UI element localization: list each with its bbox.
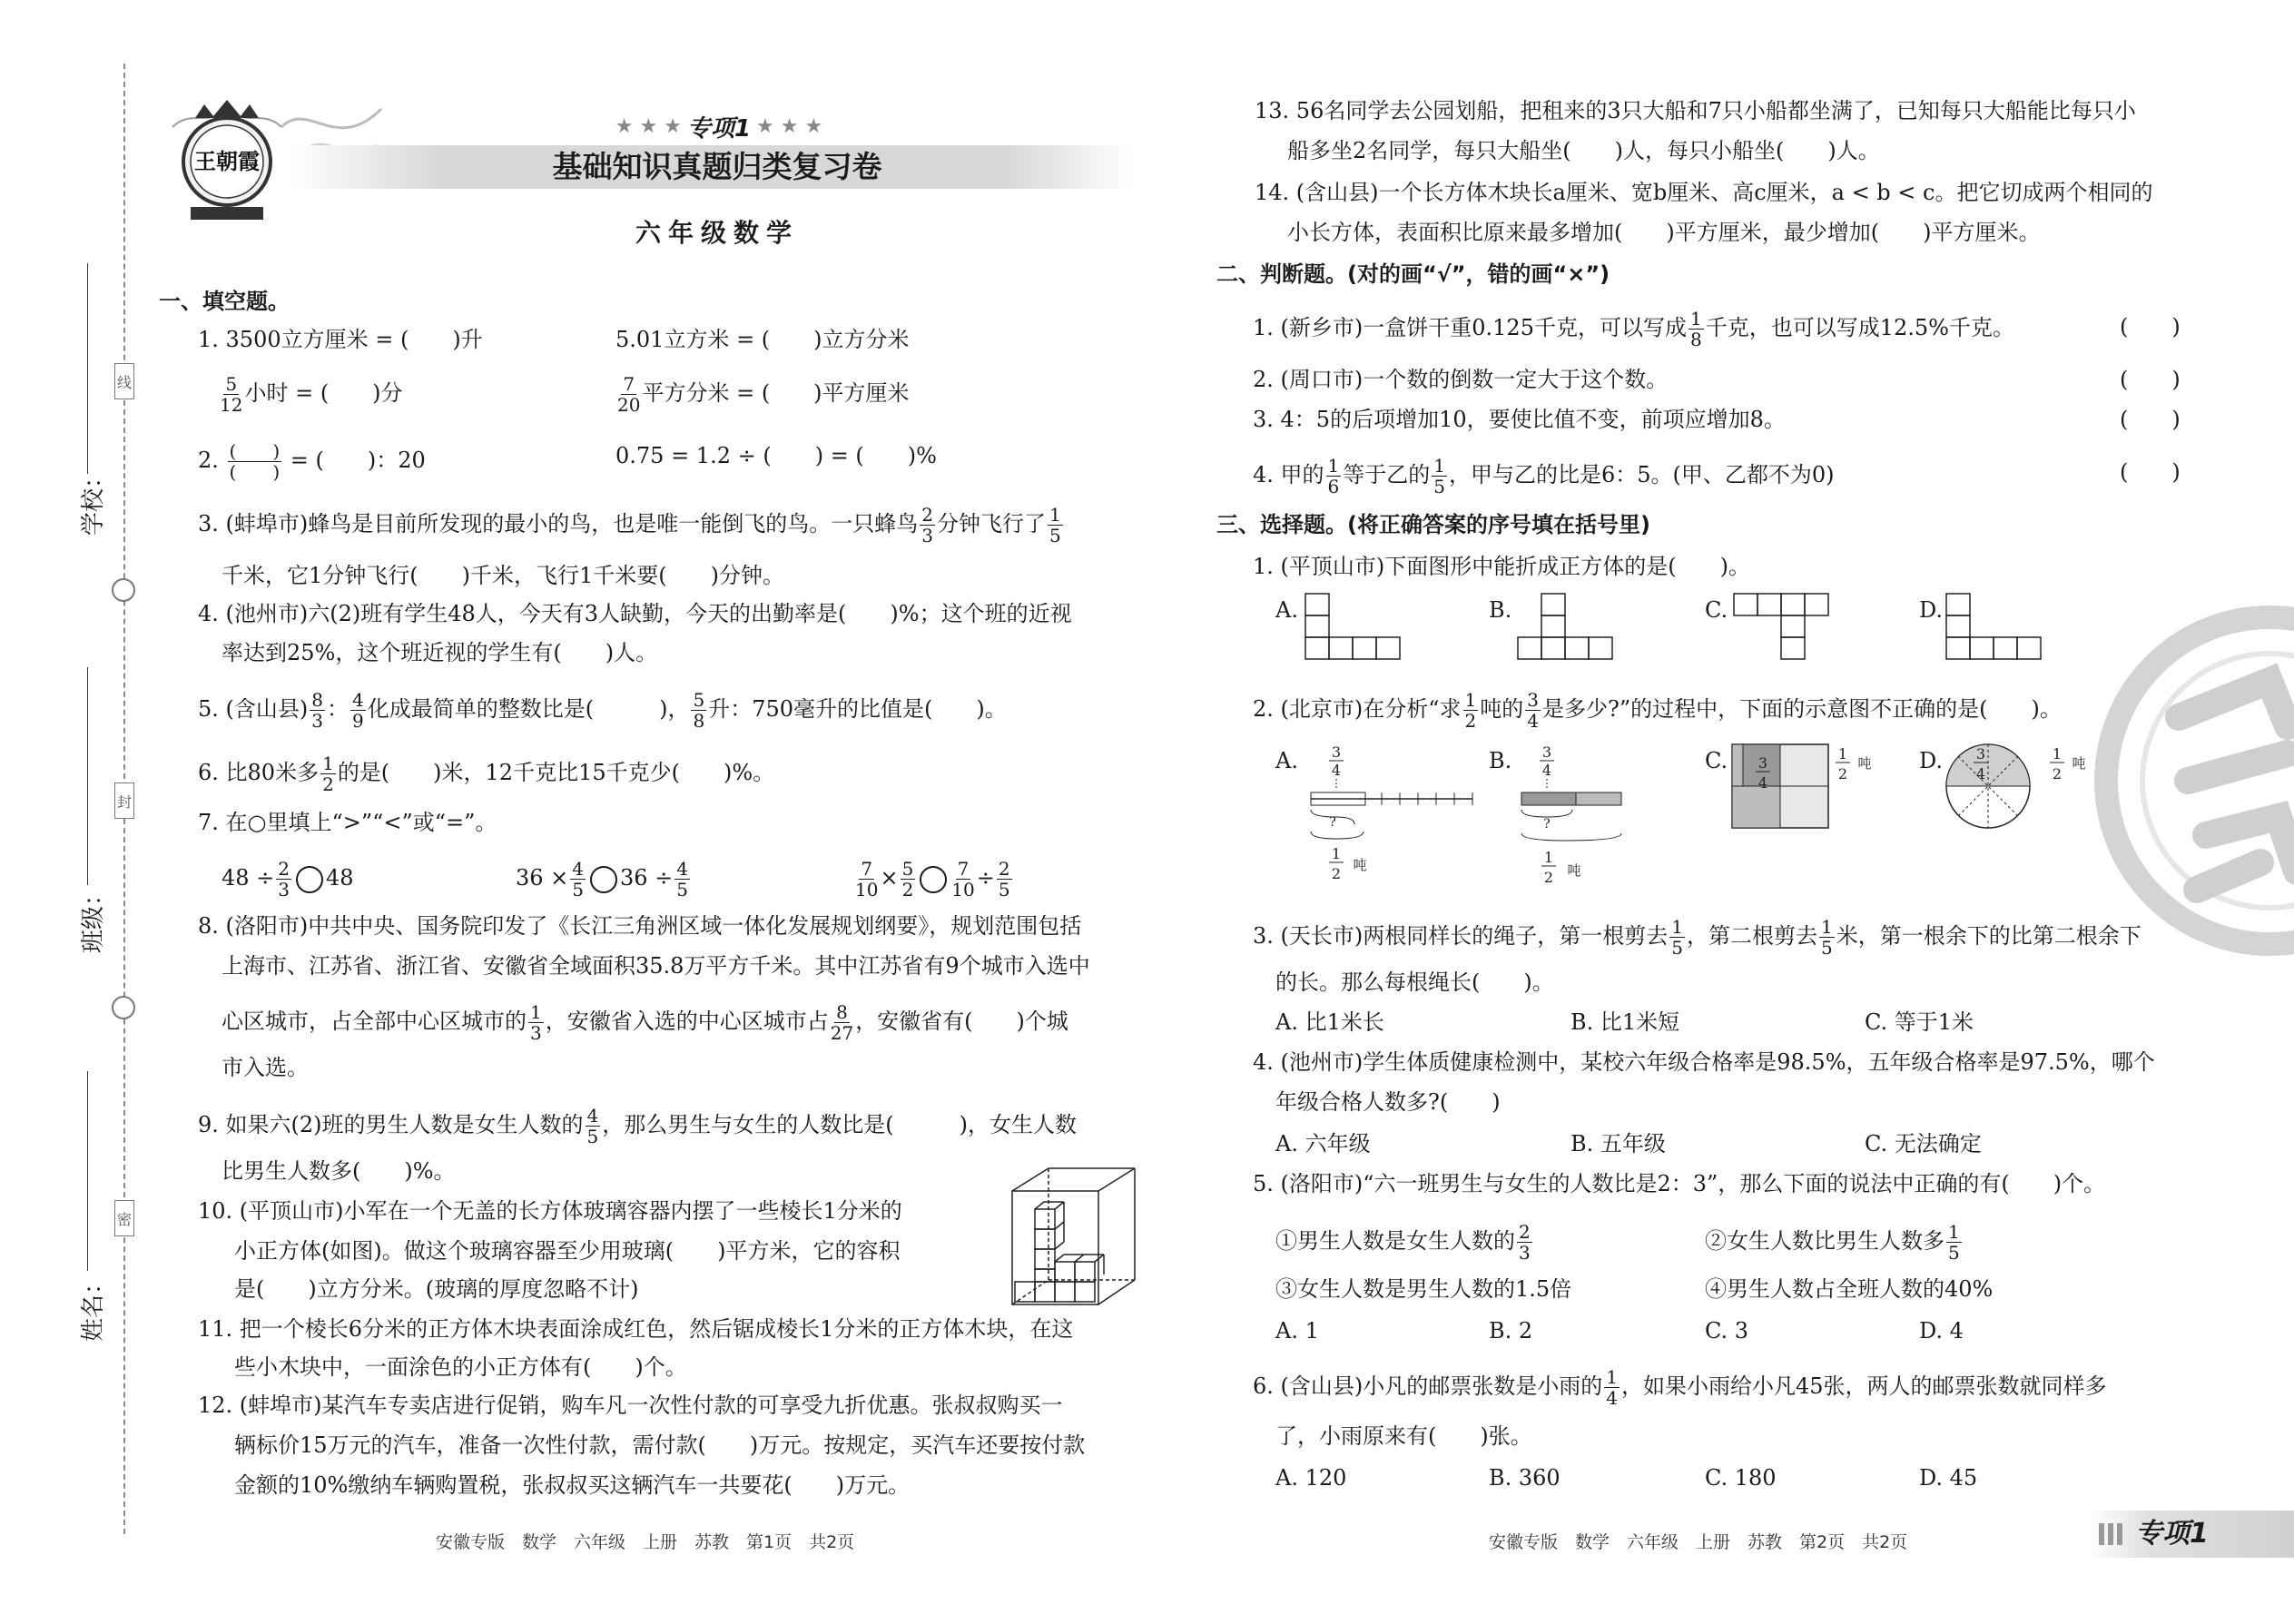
- c3-opt-b[interactable]: B. 比1米短: [1570, 1009, 1680, 1035]
- svg-text:1: 1: [1837, 745, 1848, 763]
- j3: 3. 4：5的后项增加10，要使比值不变，前项应增加8。: [1253, 407, 1786, 432]
- svg-text:2: 2: [1543, 869, 1554, 886]
- c4-line1: 4. (池州市)学生体质健康检测中，某校六年级合格率是98.5%，五年级合格率是97.5%，哪个: [1253, 1049, 2155, 1075]
- class-field-line[interactable]: [87, 667, 88, 885]
- q1-a: 1. 3500立方厘米 = ( )升: [198, 327, 483, 352]
- c5-opt-b[interactable]: B. 2: [1489, 1318, 1533, 1343]
- net-figure-d: [1944, 592, 2063, 661]
- q8-line4: 市入选。: [222, 1055, 309, 1080]
- net-figure-c: [1732, 592, 1850, 661]
- bar-diagram-b: [1512, 743, 1630, 897]
- q12-line1: 12. (蚌埠市)某汽车专卖店进行促销，购车凡一次性付款的可享受九折优惠。张叔叔购买一: [198, 1393, 1063, 1418]
- corner-label: 专项1: [2135, 1518, 2209, 1550]
- c5-stmt4: ④男生人数占全班人数的40%: [1705, 1276, 1994, 1302]
- name-field-line[interactable]: [87, 1071, 88, 1271]
- right-footer: 安徽专版 数学 六年级 上册 苏教 第2页 共2页: [1489, 1532, 1908, 1552]
- name-label: 姓名：: [80, 1270, 107, 1342]
- left-footer: 安徽专版 数学 六年级 上册 苏教 第1页 共2页: [436, 1532, 855, 1552]
- c6-opt-b[interactable]: B. 360: [1489, 1465, 1561, 1491]
- q7-b: 36 × $\frac{4}{5}$ 36 ÷ $\frac{4}{5}$: [516, 858, 689, 901]
- binding-mark-secret: 密: [114, 1200, 134, 1236]
- svg-text:3: 3: [1975, 745, 1986, 763]
- svg-text:4: 4: [1975, 765, 1986, 782]
- section-fill-blank: 一、填空题。: [159, 289, 290, 314]
- net-figure-a: [1304, 592, 1422, 661]
- school-field-line[interactable]: [87, 263, 88, 474]
- j2: 2. (周口市)一个数的倒数一定大于这个数。: [1253, 367, 1669, 392]
- q11-line1: 11. 把一个棱长6分米的正方体木块表面涂成红色，然后锯成棱长1分米的正方体木块，在这: [198, 1316, 1074, 1342]
- q1c-fraction: $\frac{5}{12}$: [220, 373, 243, 416]
- svg-text:吨: 吨: [2072, 755, 2086, 772]
- q7-c: $\frac{7}{10}$ × $\frac{5}{2}$ $\frac{7}{10}$ ÷ $\frac{2}{5}$: [855, 858, 1010, 901]
- c5-opt-d[interactable]: D. 4: [1919, 1318, 1964, 1343]
- class-label: 班级：: [80, 881, 107, 953]
- svg-text:吨: 吨: [1353, 857, 1367, 873]
- c5-opt-c[interactable]: C. 3: [1705, 1318, 1749, 1343]
- c5-stmt1: ①男生人数是女生人数的 $\frac{2}{3}$: [1275, 1221, 1531, 1264]
- q2-b: 0.75 = 1.2 ÷ ( ) = ( )%: [615, 443, 937, 468]
- svg-text:4: 4: [1541, 762, 1552, 779]
- c2-opt-c[interactable]: C.: [1705, 748, 1728, 773]
- q1-d: $\frac{7}{20}$ 平方分米 = ( )平方厘米: [617, 373, 910, 416]
- binding-mark-line: 线: [114, 363, 134, 399]
- badge-row: ★ ★ ★ 专项1 ★ ★ ★: [610, 111, 828, 142]
- c1: 1. (平顶山市)下面图形中能折成正方体的是( )。: [1253, 554, 1750, 579]
- q1-b: 5.01立方米 = ( )立方分米: [615, 327, 910, 352]
- q2-blank-fraction: $\frac{( )}{( )}$: [229, 440, 281, 483]
- q9-line2: 比男生人数多( )%。: [222, 1158, 456, 1184]
- c2: 2. (北京市)在分析“求 $\frac{1}{2}$ 吨的 $\frac{3}{4}$ 是多少?”的过程中，下面的示意图不正确的是( )。: [1253, 689, 2062, 732]
- j4-answer[interactable]: ( ): [2120, 459, 2181, 485]
- c3-opt-c[interactable]: C. 等于1米: [1865, 1009, 1974, 1035]
- c4-opt-b[interactable]: B. 五年级: [1570, 1131, 1666, 1156]
- c1-opt-d[interactable]: D.: [1919, 597, 1944, 623]
- binding-smile-icon-2: [112, 996, 135, 1019]
- q6: 6. 比80米多 $\frac{1}{2}$ 的是( )米，12千克比15千克少( )%。: [198, 753, 775, 795]
- c5-stmt2: ②女生人数比男生人数多 $\frac{1}{5}$: [1705, 1221, 1960, 1264]
- svg-text:2: 2: [2052, 765, 2063, 782]
- q10-line2: 小正方体(如图)。做这个玻璃容器至少用玻璃( )平方米，它的容积: [234, 1238, 901, 1264]
- j1-answer[interactable]: ( ): [2120, 314, 2181, 340]
- c3-line1: 3. (天长市)两根同样长的绳子，第一根剪去 $\frac{1}{5}$ ，第二根剪去 $\frac{1}{5}$ 米，第一根余下的比第二根余下: [1253, 916, 2141, 959]
- svg-text:1: 1: [2052, 745, 2063, 763]
- compare-circle: [590, 866, 617, 893]
- net-figure-b: [1514, 592, 1632, 661]
- rect-diagram-c: [1730, 741, 1876, 832]
- bar-diagram-a: [1300, 743, 1482, 888]
- c2-opt-b[interactable]: B.: [1489, 748, 1512, 773]
- q9-line1: 9. 如果六(2)班的男生人数是女生人数的 $\frac{4}{5}$ ，那么男生与女生的人数比是( )，女生人数: [198, 1105, 1077, 1147]
- section-judge: 二、判断题。(对的画“√”，错的画“×”): [1216, 261, 1610, 287]
- svg-text:1: 1: [1331, 845, 1342, 862]
- svg-text:吨: 吨: [1567, 862, 1581, 879]
- q3-line2: 千米，它1分钟飞行( )千米，飞行1千米要( )分钟。: [222, 563, 784, 588]
- binding-smile-icon: [112, 578, 135, 602]
- c6-opt-d[interactable]: D. 45: [1919, 1465, 1978, 1491]
- svg-text:1: 1: [1543, 849, 1554, 866]
- j2-answer[interactable]: ( ): [2120, 367, 2181, 392]
- svg-text:4: 4: [1331, 762, 1342, 779]
- badge-label: 专项1: [686, 114, 752, 143]
- svg-text:3: 3: [1757, 754, 1768, 772]
- c6-line2: 了，小雨原来有( )张。: [1275, 1423, 1532, 1449]
- c5-line1: 5. (洛阳市)“六一班男生与女生的人数比是2：3”，那么下面的说法中正确的有( )个。: [1253, 1171, 2106, 1196]
- q13-line2: 船多坐2名同学，每只大船坐( )人，每只小船坐( )人。: [1287, 138, 1880, 163]
- q4-line2: 率达到25%，这个班近视的学生有( )人。: [222, 640, 658, 665]
- c3-line2: 的长。那么每根绳长( )。: [1275, 969, 1554, 995]
- logo-text: 王朝霞: [194, 148, 260, 174]
- c6-opt-a[interactable]: A. 120: [1275, 1465, 1347, 1491]
- c4-opt-c[interactable]: C. 无法确定: [1865, 1131, 1982, 1156]
- svg-text:2: 2: [1837, 765, 1848, 782]
- c1-opt-c[interactable]: C.: [1705, 597, 1728, 623]
- section-choice: 三、选择题。(将正确答案的序号填在括号里): [1216, 512, 1650, 537]
- c3-opt-a[interactable]: A. 比1米长: [1275, 1009, 1384, 1035]
- c6-line1: 6. (含山县)小凡的邮票张数是小雨的 $\frac{1}{4}$ ，如果小雨给小凡45张，两人的邮票张数就同样多: [1253, 1366, 2107, 1409]
- q2-a: 2. $\frac{( )}{( )}$ = ( )：20: [198, 440, 426, 483]
- q13-line1: 13. 56名同学去公园划船，把租来的3只大船和7只小船都坐满了，已知每只大船能比每只小: [1255, 98, 2136, 123]
- q10-line1: 10. (平顶山市)小军在一个无盖的长方体玻璃容器内摆了一些棱长1分米的: [198, 1198, 902, 1224]
- j3-answer[interactable]: ( ): [2120, 407, 2181, 432]
- q8-line1: 8. (洛阳市)中共中央、国务院印发了《长江三角洲区域一体化发展规划纲要》，规划范围包括: [198, 913, 1082, 939]
- svg-text:2: 2: [1331, 865, 1342, 882]
- page-title: 基础知识真题归类复习卷: [552, 149, 882, 184]
- q8-line2: 上海市、江苏省、浙江省、安徽省全域面积35.8万平方千米。其中江苏省有9个城市入选中: [222, 953, 1090, 979]
- q14-line1: 14. (含山县)一个长方体木块长a厘米、宽b厘米、高c厘米，a < b < c。把它切成两个相同的: [1255, 180, 2153, 205]
- circle-diagram-d: [1943, 741, 2097, 832]
- q8-line3: 心区城市，占全部中心区城市的 $\frac{1}{3}$ ，安徽省入选的中心区城市占 $\frac{8}{27}$ ，安徽省有( )个城: [222, 1001, 1068, 1044]
- q1-c: $\frac{5}{12}$ 小时 = ( )分: [220, 373, 403, 416]
- c2-opt-d[interactable]: D.: [1919, 748, 1944, 773]
- q5: 5. (含山县) $\frac{8}{3}$ ： $\frac{4}{9}$ 化成最简单的整数比是( )， $\frac{5}{8}$ 升：750毫升的比值是( )。: [198, 689, 1007, 732]
- j4: 4. 甲的 $\frac{1}{6}$ 等于乙的 $\frac{1}{5}$ ，甲与乙的比是6：5。(甲、乙都不为0): [1253, 455, 1835, 497]
- corner-squares: [2099, 1523, 2126, 1545]
- q12-line3: 金额的10%缴纳车辆购置税，张叔叔买这辆汽车一共要花( )万元。: [234, 1472, 911, 1498]
- c2-opt-a[interactable]: A.: [1275, 748, 1298, 773]
- q11-line2: 些小木块中，一面涂色的小正方体有( )个。: [234, 1354, 687, 1380]
- svg-text:?: ?: [1329, 815, 1336, 830]
- school-label: 学校：: [80, 464, 107, 536]
- binding-mark-seal: 封: [114, 782, 134, 819]
- page-subtitle: 六年级数学: [635, 218, 799, 248]
- c4-opt-a[interactable]: A. 六年级: [1275, 1131, 1371, 1156]
- compare-circle: [920, 866, 947, 893]
- q3-line1: 3. (蚌埠市)蜂鸟是目前所发现的最小的鸟，也是唯一能倒飞的鸟。一只蜂鸟 $\frac{2}{3}$ 分钟飞行了 $\frac{1}{5}$: [198, 504, 1061, 546]
- c5-opt-a[interactable]: A. 1: [1275, 1318, 1319, 1343]
- c1-opt-b[interactable]: B.: [1489, 597, 1512, 623]
- svg-text:3: 3: [1541, 743, 1552, 761]
- svg-text:?: ?: [1543, 817, 1551, 832]
- c4-line2: 年级合格人数多?( ): [1275, 1089, 1501, 1115]
- c6-opt-c[interactable]: C. 180: [1705, 1465, 1777, 1491]
- c1-opt-a[interactable]: A.: [1275, 597, 1298, 623]
- j1: 1. (新乡市)一盒饼干重0.125千克，可以写成 $\frac{1}{8}$ 千克，也可以写成12.5%千克。: [1253, 308, 2014, 350]
- svg-text:3: 3: [1331, 743, 1342, 761]
- q12-line2: 辆标价15万元的汽车，准备一次性付款，需付款( )万元。按规定，买汽车还要按付款: [234, 1432, 1086, 1458]
- q4-line1: 4. (池州市)六(2)班有学生48人，今天有3人缺勤，今天的出勤率是( )%；这个班的近视: [198, 601, 1072, 626]
- secret-seal-watermark: [2079, 599, 2294, 962]
- q10-line3: 是( )立方分米。(玻璃的厚度忽略不计): [234, 1276, 639, 1302]
- svg-text:4: 4: [1757, 774, 1768, 792]
- q14-line2: 小长方体，表面积比原来最多增加( )平方厘米，最少增加( )平方厘米。: [1287, 220, 2041, 245]
- q7-a: 48 ÷ $\frac{2}{3}$ 48: [222, 858, 354, 901]
- q1d-fraction: $\frac{7}{20}$: [617, 373, 641, 416]
- q7: 7. 在○里填上“>”“<”或“=”。: [198, 810, 497, 835]
- c5-stmt3: ③女生人数是男生人数的1.5倍: [1275, 1276, 1572, 1302]
- svg-text:吨: 吨: [1857, 755, 1872, 772]
- compare-circle: [296, 866, 323, 893]
- glass-container-figure: [1008, 1164, 1144, 1309]
